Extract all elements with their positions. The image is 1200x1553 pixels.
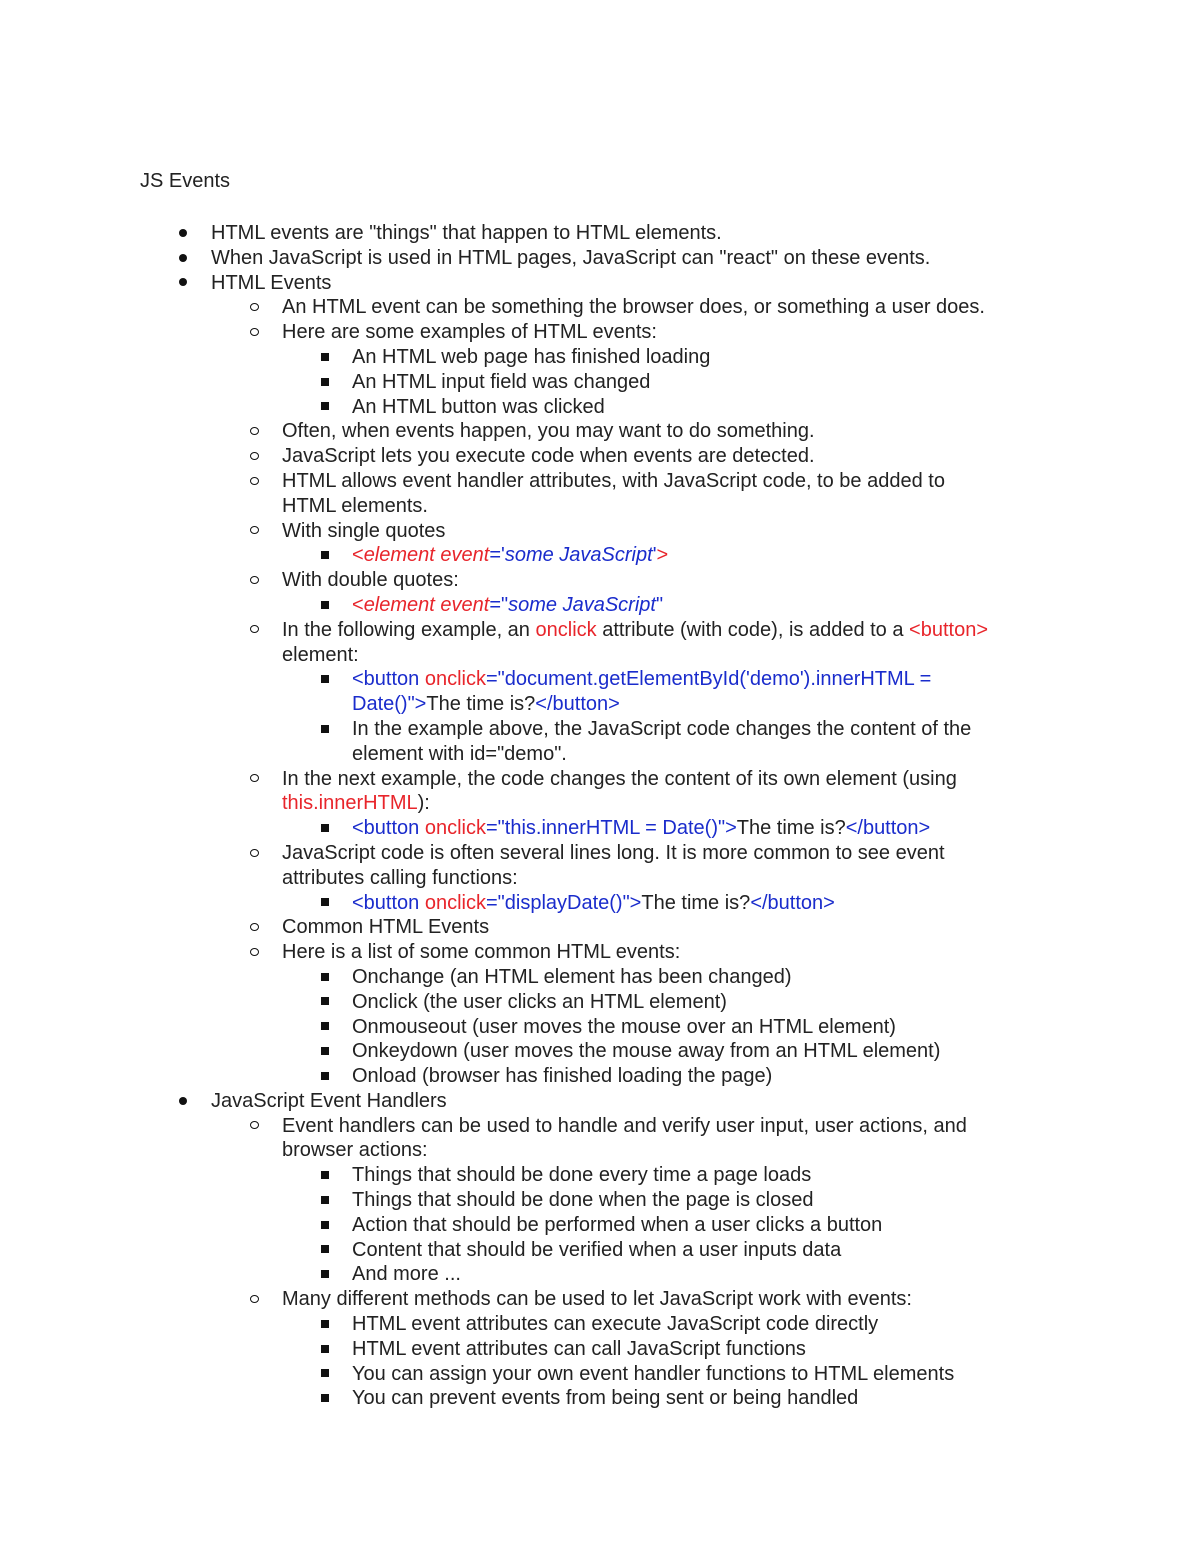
bullet-square-icon-shape bbox=[321, 1394, 329, 1402]
list-item bbox=[0, 1337, 1200, 1362]
text-segment: ="this.innerHTML = Date()"> bbox=[485, 817, 737, 840]
text-segment: < bbox=[352, 544, 364, 567]
bullet-circle-icon bbox=[244, 469, 264, 494]
bullet-square-icon-shape bbox=[321, 898, 329, 906]
list-item bbox=[0, 469, 1200, 494]
bullet-square-icon-shape bbox=[321, 601, 329, 609]
bullet-square-icon-shape bbox=[321, 1270, 329, 1278]
bullet-square-icon-shape bbox=[321, 1221, 329, 1229]
text-segment: onclick bbox=[424, 891, 486, 914]
list-item bbox=[0, 667, 1200, 692]
list-item-continuation bbox=[0, 866, 1200, 891]
text-segment: < bbox=[352, 593, 364, 616]
list-item bbox=[0, 519, 1200, 544]
list-item bbox=[0, 221, 1200, 246]
list-item-text: JavaScript lets you execute code when events are detected. bbox=[282, 445, 815, 468]
list-item-text: Often, when events happen, you may want to do something. bbox=[282, 420, 815, 443]
text-segment: <button bbox=[352, 668, 425, 691]
text-segment: ): bbox=[417, 792, 430, 815]
list-item bbox=[0, 370, 1200, 395]
list-item-text: element with id="demo". bbox=[352, 742, 567, 765]
bullet-circle-icon-shape bbox=[250, 303, 259, 311]
bullet-square-icon bbox=[315, 370, 335, 395]
bullet-circle-icon-shape bbox=[250, 1295, 259, 1303]
list-item-continuation bbox=[0, 643, 1200, 668]
bullet-square-icon bbox=[315, 816, 335, 841]
list-item bbox=[0, 1362, 1200, 1387]
list-item-text: Common HTML Events bbox=[282, 916, 490, 939]
bullet-square-icon bbox=[315, 667, 335, 692]
text-segment: event bbox=[440, 593, 490, 616]
bullet-square-icon-shape bbox=[321, 997, 329, 1005]
list-item bbox=[0, 1213, 1200, 1238]
bullet-circle-icon bbox=[244, 295, 264, 320]
list-item-text bbox=[352, 593, 663, 618]
bullet-square-icon bbox=[315, 1163, 335, 1188]
list-item-text: browser actions: bbox=[282, 1139, 428, 1162]
bullet-square-icon-shape bbox=[321, 1345, 329, 1353]
list-item-text: You can assign your own event handler functions to HTML elements bbox=[352, 1362, 955, 1385]
list-item-text: JavaScript code is often several lines long. It is more common to see event bbox=[282, 841, 945, 864]
list-item-text bbox=[352, 543, 668, 568]
list-item-text bbox=[352, 692, 620, 717]
bullet-disc-icon-shape bbox=[179, 229, 187, 237]
list-item-text: HTML events are "things" that happen to HTML elements. bbox=[211, 222, 722, 244]
text-segment: attribute (with code), is added to a bbox=[596, 618, 910, 641]
bullet-square-icon bbox=[315, 990, 335, 1015]
text-segment: <button bbox=[352, 891, 425, 914]
bullet-square-icon-shape bbox=[321, 675, 329, 683]
bullet-circle-icon bbox=[244, 940, 264, 965]
list-item-text bbox=[282, 618, 988, 643]
list-item bbox=[0, 816, 1200, 841]
list-item-text: You can prevent events from being sent or being handled bbox=[352, 1387, 859, 1410]
bullet-square-icon bbox=[315, 395, 335, 420]
bullet-square-icon-shape bbox=[321, 824, 329, 832]
bullet-circle-icon-shape bbox=[250, 576, 259, 584]
bullet-circle-icon bbox=[244, 444, 264, 469]
list-item bbox=[0, 568, 1200, 593]
bullet-square-icon bbox=[315, 1213, 335, 1238]
bullet-square-icon bbox=[315, 1238, 335, 1263]
text-segment: </button> bbox=[845, 817, 931, 840]
list-item bbox=[0, 841, 1200, 866]
text-segment: ="document.getElementById('demo').innerHTML = bbox=[485, 668, 932, 691]
bullet-square-icon bbox=[315, 1064, 335, 1089]
list-item bbox=[0, 444, 1200, 469]
bullet-square-icon bbox=[315, 1262, 335, 1287]
list-item-text bbox=[352, 816, 930, 841]
bullet-square-icon bbox=[315, 717, 335, 742]
list-item-text: An HTML button was clicked bbox=[352, 395, 605, 418]
bullet-square-icon-shape bbox=[321, 353, 329, 361]
list-item-text: HTML event attributes can execute JavaScript code directly bbox=[352, 1313, 879, 1336]
list-item-continuation bbox=[0, 1138, 1200, 1163]
list-item bbox=[0, 1262, 1200, 1287]
bullet-square-icon bbox=[315, 1015, 335, 1040]
list-item-text: An HTML web page has finished loading bbox=[352, 345, 711, 368]
list-item-continuation bbox=[0, 791, 1200, 816]
list-item-text: attributes calling functions: bbox=[282, 866, 518, 889]
list-item-continuation bbox=[0, 742, 1200, 767]
list-item-text: And more ... bbox=[352, 1263, 461, 1286]
list-item-text: In the example above, the JavaScript code changes the content of the bbox=[352, 717, 972, 740]
bullet-square-icon bbox=[315, 965, 335, 990]
bullet-square-icon bbox=[315, 593, 335, 618]
bullet-square-icon-shape bbox=[321, 725, 329, 733]
bullet-disc-icon-shape bbox=[179, 278, 187, 286]
list-item bbox=[0, 345, 1200, 370]
list-item bbox=[0, 1015, 1200, 1040]
list-item bbox=[0, 1064, 1200, 1089]
bullet-square-icon bbox=[315, 345, 335, 370]
bullet-circle-icon-shape bbox=[250, 774, 259, 782]
bullet-circle-icon bbox=[244, 568, 264, 593]
text-segment: element bbox=[363, 544, 441, 567]
list-item-text: JavaScript Event Handlers bbox=[211, 1089, 447, 1112]
bullet-circle-icon bbox=[244, 519, 264, 544]
text-segment: In the following example, an bbox=[282, 618, 536, 641]
bullet-square-icon-shape bbox=[321, 1171, 329, 1179]
list-item-text: Content that should be verified when a user inputs data bbox=[352, 1238, 842, 1261]
list-item bbox=[0, 271, 1200, 296]
text-segment: some JavaScript bbox=[508, 593, 656, 616]
text-segment: The time is? bbox=[641, 891, 751, 914]
text-segment: onclick bbox=[424, 668, 486, 691]
bullet-square-icon-shape bbox=[321, 1245, 329, 1253]
bullet-square-icon-shape bbox=[321, 1047, 329, 1055]
bullet-square-icon-shape bbox=[321, 1072, 329, 1080]
bullet-circle-icon bbox=[244, 915, 264, 940]
bullet-square-icon bbox=[315, 1039, 335, 1064]
text-segment: <button bbox=[352, 817, 425, 840]
bullet-circle-icon bbox=[244, 1287, 264, 1312]
list-item bbox=[0, 1039, 1200, 1064]
bullet-circle-icon-shape bbox=[250, 427, 259, 435]
list-item bbox=[0, 395, 1200, 420]
list-item bbox=[0, 1089, 1200, 1114]
list-item bbox=[0, 1114, 1200, 1139]
text-segment: </button> bbox=[535, 693, 620, 716]
list-item-text: Onmouseout (user moves the mouse over an HTML element) bbox=[352, 1015, 896, 1038]
list-item bbox=[0, 320, 1200, 345]
text-segment: Date()"> bbox=[352, 693, 427, 716]
list-item-text: With double quotes: bbox=[282, 569, 459, 592]
bullet-disc-icon bbox=[173, 1089, 193, 1114]
bullet-circle-icon bbox=[244, 767, 264, 792]
list-item-text bbox=[352, 891, 835, 916]
list-item bbox=[0, 891, 1200, 916]
list-item-text: Onload (browser has finished loading the page) bbox=[352, 1065, 773, 1088]
bullet-square-icon-shape bbox=[321, 973, 329, 981]
bullet-disc-icon bbox=[173, 246, 193, 271]
list-item-text: When JavaScript is used in HTML pages, JavaScript can "react" on these events. bbox=[211, 246, 931, 269]
bullet-square-icon-shape bbox=[321, 1022, 329, 1030]
bullet-circle-icon-shape bbox=[250, 948, 259, 956]
list-item bbox=[0, 915, 1200, 940]
list-item-text: Onclick (the user clicks an HTML element) bbox=[352, 990, 727, 1013]
bullet-circle-icon bbox=[244, 1114, 264, 1139]
bullet-square-icon bbox=[315, 1386, 335, 1411]
list-item bbox=[0, 1163, 1200, 1188]
bullet-square-icon-shape bbox=[321, 551, 329, 559]
list-item bbox=[0, 419, 1200, 444]
bullet-square-icon bbox=[315, 1188, 335, 1213]
list-item bbox=[0, 295, 1200, 320]
list-item bbox=[0, 717, 1200, 742]
bullet-circle-icon-shape bbox=[250, 526, 259, 534]
list-item bbox=[0, 246, 1200, 271]
list-item-text: Here are some examples of HTML events: bbox=[282, 321, 657, 344]
text-segment: ="displayDate()"> bbox=[485, 891, 642, 914]
list-item bbox=[0, 767, 1200, 792]
bullet-square-icon bbox=[315, 1337, 335, 1362]
list-item-text bbox=[352, 667, 931, 692]
bullet-square-icon bbox=[315, 1362, 335, 1387]
bullet-circle-icon bbox=[244, 618, 264, 643]
list-item bbox=[0, 593, 1200, 618]
list-item-text: Action that should be performed when a user clicks a button bbox=[352, 1213, 883, 1236]
list-item bbox=[0, 1238, 1200, 1263]
text-segment: The time is? bbox=[426, 693, 536, 716]
text-segment: element bbox=[363, 593, 441, 616]
text-segment: <button> bbox=[909, 618, 989, 641]
list-item-text: HTML elements. bbox=[282, 494, 428, 517]
text-segment: " bbox=[655, 593, 664, 616]
list-item-text: Things that should be done every time a page loads bbox=[352, 1164, 812, 1187]
bullet-circle-icon-shape bbox=[250, 1121, 259, 1129]
bullet-disc-icon bbox=[173, 271, 193, 296]
list-item-text: Event handlers can be used to handle and verify user input, user actions, and bbox=[282, 1114, 967, 1137]
list-item-text: HTML event attributes can call JavaScript functions bbox=[352, 1337, 806, 1360]
bullet-square-icon-shape bbox=[321, 1369, 329, 1377]
bullet-circle-icon-shape bbox=[250, 477, 259, 485]
bullet-square-icon-shape bbox=[321, 402, 329, 410]
list-item-continuation bbox=[0, 494, 1200, 519]
text-segment: this.innerHTML bbox=[282, 792, 418, 815]
bullet-disc-icon-shape bbox=[179, 1097, 187, 1105]
bullet-square-icon-shape bbox=[321, 378, 329, 386]
bullet-square-icon bbox=[315, 891, 335, 916]
bullet-circle-icon-shape bbox=[250, 625, 259, 633]
bullet-square-icon bbox=[315, 1312, 335, 1337]
text-segment: event bbox=[440, 544, 490, 567]
text-segment: The time is? bbox=[736, 817, 846, 840]
list-item-text bbox=[282, 791, 430, 816]
bullet-disc-icon bbox=[173, 221, 193, 246]
list-item bbox=[0, 990, 1200, 1015]
bullet-circle-icon bbox=[244, 320, 264, 345]
list-item bbox=[0, 940, 1200, 965]
list-item-text: An HTML input field was changed bbox=[352, 370, 651, 393]
bullet-circle-icon-shape bbox=[250, 328, 259, 336]
list-item-text: With single quotes bbox=[282, 519, 446, 542]
bullet-circle-icon bbox=[244, 419, 264, 444]
bullet-circle-icon bbox=[244, 841, 264, 866]
bullet-list bbox=[0, 221, 1200, 1411]
list-item bbox=[0, 618, 1200, 643]
list-item-text: element: bbox=[282, 643, 359, 666]
list-item bbox=[0, 543, 1200, 568]
text-segment: =' bbox=[489, 544, 505, 567]
list-item bbox=[0, 1188, 1200, 1213]
bullet-disc-icon-shape bbox=[179, 254, 187, 262]
list-item-continuation bbox=[0, 692, 1200, 717]
list-item-text: HTML Events bbox=[211, 271, 332, 294]
text-segment: > bbox=[656, 544, 669, 567]
list-item-text: Here is a list of some common HTML events: bbox=[282, 941, 681, 964]
bullet-circle-icon-shape bbox=[250, 923, 259, 931]
list-item-text: Many different methods can be used to let JavaScript work with events: bbox=[282, 1288, 912, 1311]
list-item-text: An HTML event can be something the browser does, or something a user does. bbox=[282, 296, 985, 319]
text-segment: onclick bbox=[535, 618, 597, 641]
list-item-text: Onchange (an HTML element has been changed) bbox=[352, 965, 792, 988]
list-item-text: Onkeydown (user moves the mouse away from an HTML element) bbox=[352, 1040, 941, 1063]
bullet-square-icon-shape bbox=[321, 1320, 329, 1328]
bullet-square-icon bbox=[315, 543, 335, 568]
text-segment: some JavaScript bbox=[504, 544, 653, 567]
list-item-text: Things that should be done when the page is closed bbox=[352, 1189, 814, 1212]
list-item-text: HTML allows event handler attributes, with JavaScript code, to be added to bbox=[282, 469, 945, 492]
list-item bbox=[0, 1386, 1200, 1411]
list-item-text: In the next example, the code changes the content of its own element (using bbox=[282, 767, 957, 790]
bullet-circle-icon-shape bbox=[250, 849, 259, 857]
bullet-square-icon-shape bbox=[321, 1196, 329, 1204]
text-segment: </button> bbox=[750, 891, 835, 914]
list-item bbox=[0, 1287, 1200, 1312]
document-title: JS Events bbox=[140, 170, 231, 192]
list-item bbox=[0, 1312, 1200, 1337]
text-segment: onclick bbox=[424, 817, 486, 840]
bullet-circle-icon-shape bbox=[250, 452, 259, 460]
text-segment: =" bbox=[489, 593, 509, 616]
list-item bbox=[0, 965, 1200, 990]
text-segment: ' bbox=[652, 544, 657, 567]
